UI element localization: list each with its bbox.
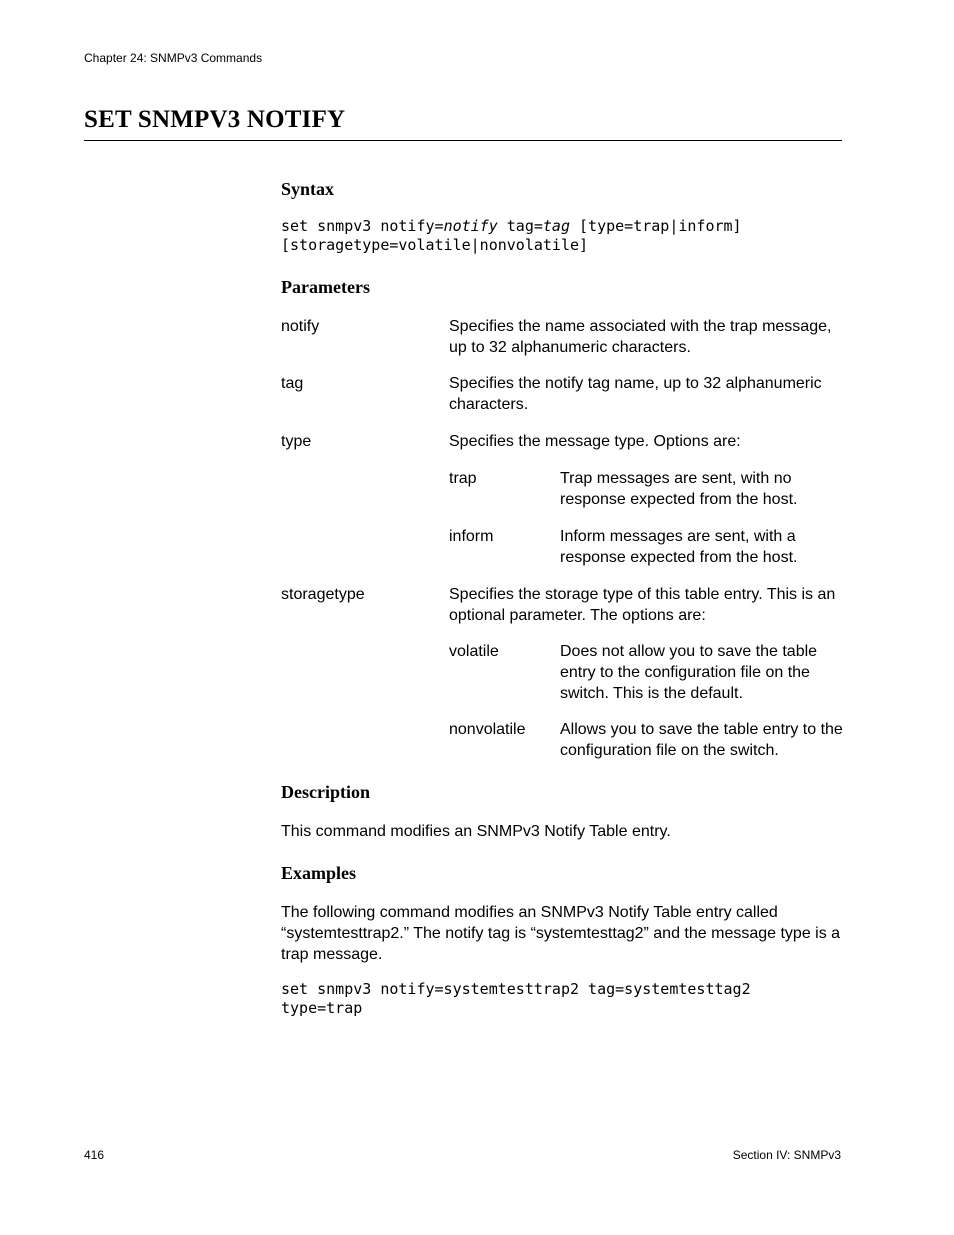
title-rule xyxy=(84,140,842,141)
parameters-heading: Parameters xyxy=(281,277,370,297)
param-desc-tag: Specifies the notify tag name, up to 32 alphanumeric characters. xyxy=(449,375,822,413)
syntax-arg-notify: notify xyxy=(443,217,498,235)
option-desc-inform: Inform messages are sent, with a response expected from the host. xyxy=(560,528,798,566)
param-desc-storagetype: Specifies the storage type of this table entry. This is an optional parameter. The options are: xyxy=(449,586,836,624)
param-name-tag: tag xyxy=(281,375,304,392)
option-desc-volatile: Does not allow you to save the table entry to the configuration file on the switch. This is the default. xyxy=(560,643,818,702)
option-name-inform: inform xyxy=(449,528,494,545)
examples-text: The following command modifies an SNMPv3 Notify Table entry called “systemtesttrap2.” The notify tag is “systemtesttag2” and the message type is a trap message. xyxy=(281,904,841,963)
description-heading: Description xyxy=(281,782,370,802)
example-code-line-2: type=trap xyxy=(281,999,363,1017)
syntax-text: tag= xyxy=(497,217,543,235)
syntax-text: [type=trap|inform] xyxy=(570,217,742,235)
option-name-trap: trap xyxy=(449,470,477,487)
option-name-volatile: volatile xyxy=(449,643,499,660)
param-desc-type: Specifies the message type. Options are: xyxy=(449,433,741,450)
section-footer: Section IV: SNMPv3 xyxy=(732,1148,841,1162)
syntax-text: set snmpv3 notify= xyxy=(281,217,444,235)
syntax-arg-tag: tag xyxy=(542,217,570,235)
page-title: SET SNMPV3 NOTIFY xyxy=(84,106,346,133)
param-name-notify: notify xyxy=(281,318,320,335)
option-name-nonvolatile: nonvolatile xyxy=(449,721,526,738)
param-name-storagetype: storagetype xyxy=(281,586,365,603)
param-name-type: type xyxy=(281,433,312,450)
syntax-line-2: [storagetype=volatile|nonvolatile] xyxy=(281,236,589,254)
param-desc-notify: Specifies the name associated with the trap message, up to 32 alphanumeric characters. xyxy=(449,318,832,356)
option-desc-nonvolatile: Allows you to save the table entry to the configuration file on the switch. xyxy=(560,721,843,759)
examples-heading: Examples xyxy=(281,863,357,883)
page-number: 416 xyxy=(84,1148,105,1162)
example-code-line-1: set snmpv3 notify=systemtesttrap2 tag=systemtesttag2 xyxy=(281,980,751,998)
option-desc-trap: Trap messages are sent, with no response expected from the host. xyxy=(560,470,798,508)
syntax-heading: Syntax xyxy=(281,179,335,199)
description-text: This command modifies an SNMPv3 Notify Table entry. xyxy=(281,823,671,840)
chapter-header: Chapter 24: SNMPv3 Commands xyxy=(84,51,263,65)
syntax-line-1 xyxy=(281,217,742,236)
